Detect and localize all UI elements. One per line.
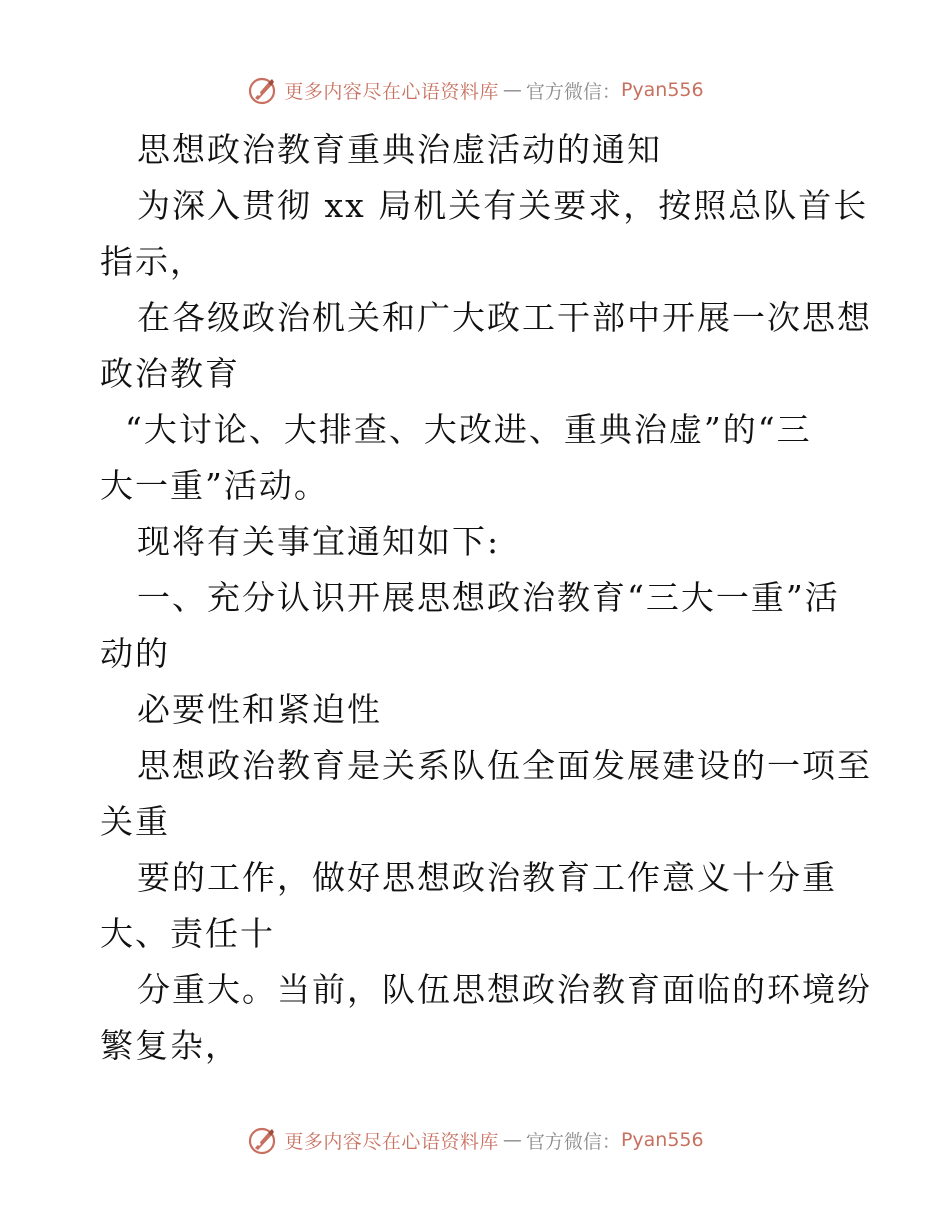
watermark-wechat-id: Pyan556	[620, 1129, 704, 1151]
quill-pen-logo-icon	[246, 74, 278, 106]
paragraph-line: 繁复杂，	[100, 1026, 240, 1065]
watermark-separator: —	[502, 1129, 522, 1151]
section-heading: 必要性和紧迫性	[137, 690, 382, 729]
quill-pen-logo-icon	[246, 1124, 278, 1156]
section-heading: 一、充分认识开展思想政治教育“三大一重”活	[137, 578, 840, 617]
watermark-text: 更多内容尽在心语资料库	[284, 1130, 499, 1153]
watermark-wechat-id: Pyan556	[620, 79, 704, 101]
paragraph-line: 分重大。当前，队伍思想政治教育面临的环境纷	[137, 970, 872, 1009]
paragraph-line: 思想政治教育是关系队伍全面发展建设的一项至	[137, 746, 872, 785]
paragraph-line: 要的工作，做好思想政治教育工作意义十分重	[137, 858, 837, 897]
paragraph-line: “大讨论、大排查、大改进、重典治虚”的“三	[125, 410, 812, 449]
paragraph-line: 大、责任十	[100, 914, 275, 953]
paragraph-line: 政治教育	[100, 354, 240, 393]
footer-watermark	[0, 1120, 950, 1160]
watermark-wechat-label: 官方微信：	[525, 1130, 621, 1153]
paragraph-line: 关重	[100, 802, 170, 841]
paragraph-line: 为深入贯彻 xx 局机关有关要求，按照总队首长	[137, 186, 869, 225]
document-body	[100, 122, 872, 1074]
paragraph-line: 在各级政治机关和广大政工干部中开展一次思想	[137, 298, 872, 337]
watermark-wechat-label: 官方微信：	[525, 80, 621, 103]
watermark-separator: —	[502, 79, 522, 101]
paragraph-line: 指示，	[100, 242, 205, 281]
header-watermark	[0, 70, 950, 110]
section-heading: 动的	[100, 634, 170, 673]
paragraph-line: 大一重”活动。	[100, 466, 329, 505]
paragraph-line: 现将有关事宜通知如下:	[137, 522, 501, 561]
document-title: 思想政治教育重典治虚活动的通知	[137, 130, 662, 169]
watermark-text: 更多内容尽在心语资料库	[284, 80, 499, 103]
